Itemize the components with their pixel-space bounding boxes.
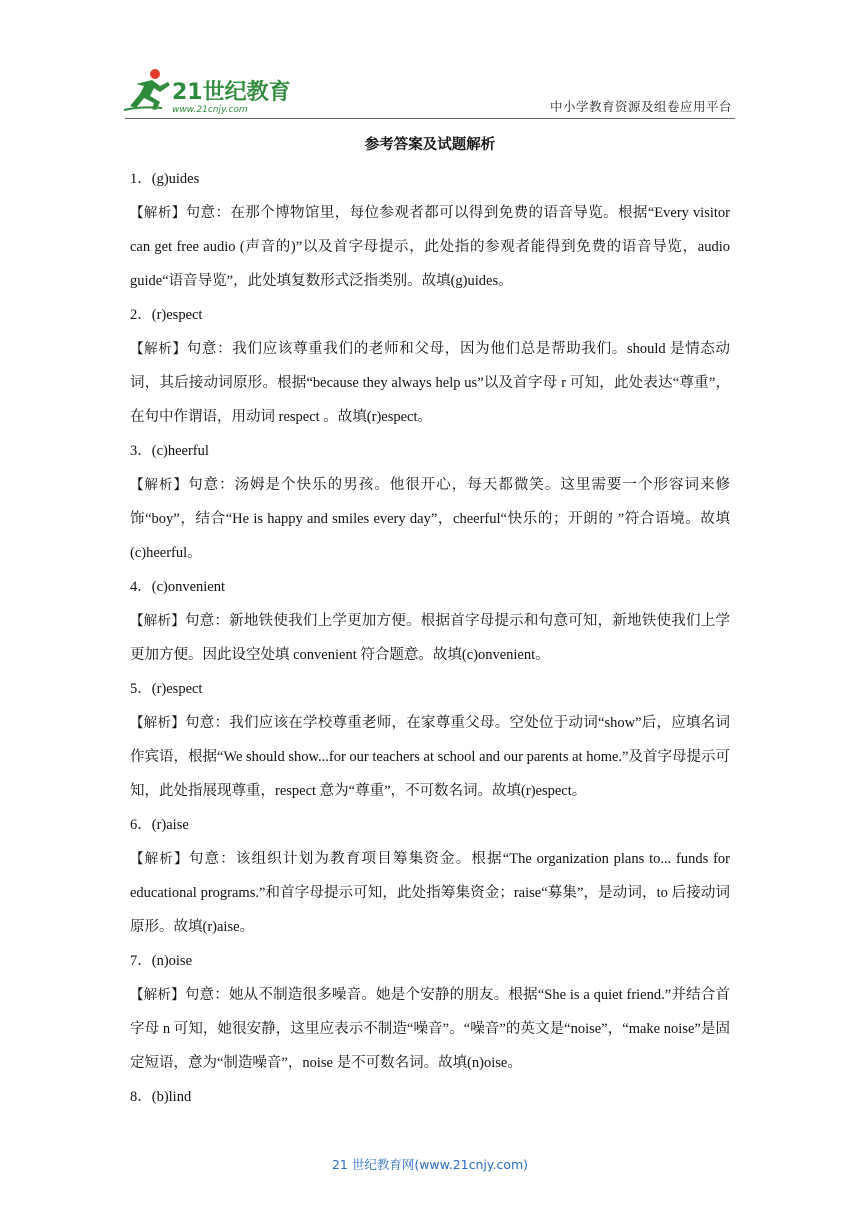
page-header bbox=[0, 0, 860, 120]
answer-list bbox=[130, 162, 730, 1114]
analysis-tag: 【解析】 bbox=[130, 613, 185, 629]
analysis-text: 句意：我们应该尊重我们的老师和父母，因为他们总是帮助我们。should 是情态动词，其后接动词原形。根据“because they always help us”以及首字母 r 可知，此处表达“尊重”，在句中作谓语，用动词 respect 。故填(r)espect。 bbox=[130, 341, 731, 425]
answer-line: 2．(r)espect bbox=[130, 307, 203, 323]
header-rule bbox=[125, 118, 735, 119]
svg-text:www.21cnjy.com: www.21cnjy.com bbox=[172, 105, 248, 115]
analysis-text: 句意：在那个博物馆里，每位参观者都可以得到免费的语音导览。根据“Every visitor can get free audio (声音的)”以及首字母提示，此处指的参观者能得到免费的语音导览，audio guide“语音导览”，此处填复数形式泛指类别。故填(g)uides。 bbox=[130, 205, 730, 289]
answer-item bbox=[130, 808, 730, 944]
analysis-paragraph bbox=[130, 978, 730, 1080]
analysis-tag: 【解析】 bbox=[130, 341, 187, 357]
answer-item bbox=[130, 434, 730, 570]
analysis-text: 句意：新地铁使我们上学更加方便。根据首字母提示和句意可知，新地铁使我们上学更加方便。因此设空处填 convenient 符合题意。故填(c)onvenient。 bbox=[130, 613, 730, 663]
answer-item bbox=[130, 672, 730, 808]
analysis-tag: 【解析】 bbox=[130, 205, 186, 221]
analysis-tag: 【解析】 bbox=[130, 851, 189, 867]
answer-item bbox=[130, 570, 730, 672]
analysis-tag: 【解析】 bbox=[130, 715, 186, 731]
analysis-tag: 【解析】 bbox=[130, 477, 189, 493]
answer-line: 6．(r)aise bbox=[130, 817, 189, 833]
analysis-text: 句意：汤姆是个快乐的男孩。他很开心，每天都微笑。这里需要一个形容词来修饰“boy”，结合“He is happy and smiles every day”，cheerful“快乐的；开朗的 ”符合语境。故填(c)heerful。 bbox=[130, 477, 731, 561]
answer-line: 7．(n)oise bbox=[130, 953, 193, 969]
analysis-tag: 【解析】 bbox=[130, 987, 185, 1003]
answer-line: 3．(c)heerful bbox=[130, 443, 209, 459]
answer-line: 1．(g)uides bbox=[130, 171, 200, 187]
answer-line: 4．(c)onvenient bbox=[130, 579, 226, 595]
analysis-text: 句意：该组织计划为教育项目筹集资金。根据“The organization plans to... funds for educational programs.”和首字母提示可知，此处指筹集资金；raise“募集”，是动词，to 后接动词原形。故填(r)aise。 bbox=[130, 851, 731, 935]
answer-item bbox=[130, 162, 730, 298]
page-title: 参考答案及试题解析 bbox=[364, 137, 496, 153]
platform-name: 中小学教育资源及组卷应用平台 bbox=[549, 99, 732, 114]
answer-item bbox=[130, 1080, 730, 1114]
logo bbox=[122, 66, 292, 116]
document-body bbox=[130, 132, 730, 1114]
analysis-paragraph bbox=[130, 706, 730, 808]
svg-text:21世纪教育: 21世纪教育 bbox=[172, 80, 291, 105]
analysis-paragraph bbox=[130, 332, 730, 434]
analysis-paragraph bbox=[130, 604, 730, 672]
analysis-paragraph bbox=[130, 468, 730, 570]
analysis-text: 句意：她从不制造很多噪音。她是个安静的朋友。根据“She is a quiet friend.”并结合首字母 n 可知，她很安静，这里应表示不制造“噪音”。“噪音”的英文是“noise”，“make noise”是固定短语，意为“制造噪音”，noise 是不可数名词。故填(n)oise。 bbox=[130, 987, 731, 1071]
answer-line: 8．(b)lind bbox=[130, 1089, 192, 1105]
footer: 21 世纪教育网(www.21cnjy.com) bbox=[331, 1157, 529, 1172]
analysis-text: 句意：我们应该在学校尊重老师，在家尊重父母。空处位于动词“show”后，应填名词作宾语，根据“We should show...for our teachers at school and our parents at home.”及首字母提示可知，此处指展现尊重，respect 意为“尊重”，不可数名词。故填(r)espect。 bbox=[130, 715, 731, 799]
analysis-paragraph bbox=[130, 842, 730, 944]
answer-line: 5．(r)espect bbox=[130, 681, 203, 697]
answer-item bbox=[130, 298, 730, 434]
analysis-paragraph bbox=[130, 196, 730, 298]
answer-item bbox=[130, 944, 730, 1080]
logo-graphic bbox=[122, 66, 292, 116]
